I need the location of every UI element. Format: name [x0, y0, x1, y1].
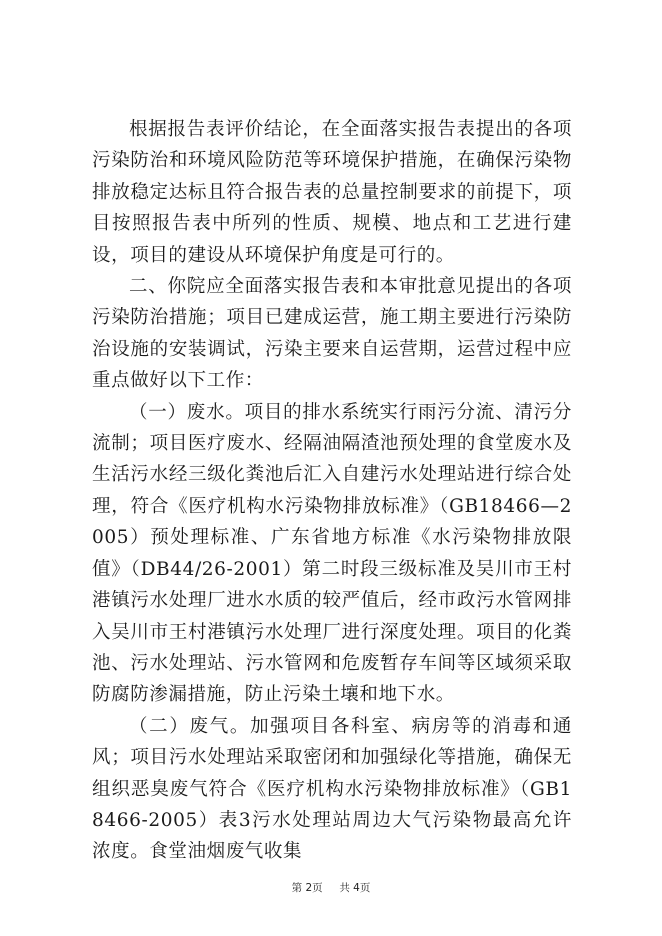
paragraph-exhaust-gas: （二）废气。加强项目各科室、病房等的消毒和通风；项目污水处理站采取密闭和加强绿化等措施，确保无组织恶臭废气符合《医疗机构水污染物排放标准》（GB18466-2005）表3污水处理站周边大气污染物最高允许浓度。食堂油烟废气收集	[92, 715, 572, 863]
paragraph-conclusion: 根据报告表评价结论，在全面落实报告表提出的各项污染防治和环境风险防范等环境保护措施，在确保污染物排放稳定达标且符合报告表的总量控制要求的前提下，项目按照报告表中所列的性质、规模、地点和工艺进行建设，项目的建设从环境保护角度是可行的。	[92, 119, 572, 266]
paragraph-wastewater: （一）废水。项目的排水系统实行雨污分流、清污分流制；项目医疗废水、经隔油隔渣池预处理的食堂废水及生活污水经三级化粪池后汇入自建污水处理站进行综合处理，符合《医疗机构水污染物排放标准》（GB18466—2005）预处理标准、广东省地方标准《水污染物排放限值》（DB44/26-2001）第二时段三级标准及吴川市王村港镇污水处理厂进水水质的较严值后，经市政污水管网排入吴川市王村港镇污水处理厂进行深度处理。项目的化粪池、污水处理站、污水管网和危废暂存车间等区域须采取防腐防渗漏措施，防止污染土壤和地下水。	[92, 401, 572, 706]
page-number: 第 2页	[291, 882, 323, 894]
paragraph-section-two: 二、你院应全面落实报告表和本审批意见提出的各项污染防治措施；项目已建成运营，施工期主要进行污染防治设施的安装调试，污染主要来自运营期，运营过程中应重点做好以下工作：	[92, 276, 572, 392]
page-footer	[0, 880, 662, 895]
document-body	[92, 114, 572, 868]
page-total: 共 4页	[339, 882, 371, 894]
